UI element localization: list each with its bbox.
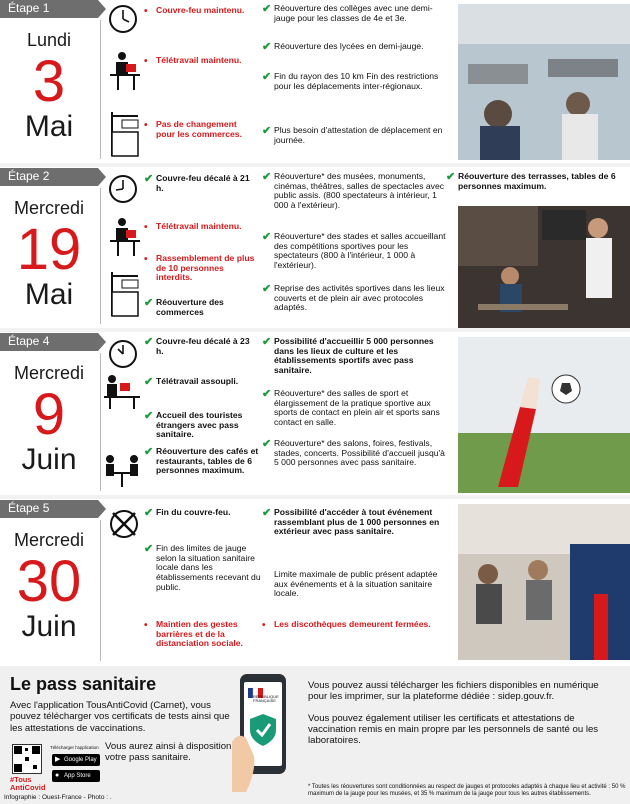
separator [0, 328, 630, 332]
football-photo [458, 337, 630, 493]
day-name: Mercredi [13, 198, 84, 218]
opening-item: ✔ Fin des limites de jauge selon la situation sanitaire locale dans les établissements recevant du public. [144, 543, 261, 592]
smartphone-illustration [232, 672, 294, 796]
step-tab: Étape 1 [0, 0, 98, 18]
separator [0, 163, 630, 167]
step-1 [0, 0, 630, 163]
opening-item: ✔ Réouverture* des salons, foires, festivals, stades, concerts. Possibilité d'accueil jusqu'à 5 000 personnes avec pass sanitaire. [262, 438, 445, 468]
day-number: 9 [32, 382, 66, 448]
qr-label: #Tous AntiCovid [10, 775, 46, 792]
opening-item: ✔ Réouverture des commerces [144, 297, 224, 317]
restriction-item: • Télétravail maintenu. [144, 55, 242, 67]
footnote: * Toutes les réouvertures sont conditionnées au respect de jauges et protocoles adaptés à chaque lieu et activité : 50 % maximum de la jauge pour les musées, et 35 % maximum de la jauge pour tous les autres établissements. [308, 784, 626, 798]
app-store-badge[interactable]: ● App Store [52, 770, 100, 782]
restriction-item: • Les discothèques demeurent fermées. [262, 619, 431, 631]
app-description: Avec l'application TousAntiCovid (Carnet), vous pouvez télécharger vos certificats de tests ainsi que les attestations de vaccinations. [10, 700, 230, 734]
divider [100, 188, 101, 324]
info-item: Limite maximale de public présent adaptée aux événements et à la situation sanitaire locale. [274, 569, 438, 599]
play-icon: ▶ [55, 756, 61, 763]
day-number: 19 [16, 217, 82, 283]
download-info: Vous pouvez aussi télécharger les fichiers disponibles en numérique pour les imprimer, sur la plateforme dédiée : sidep.gouv.fr. Vous pouvez également utiliser les certificats et attestations de vaccination remis en main propre par les personnels de santé ou les laboratoires. [308, 680, 599, 747]
opening-item: ✔ Plus besoin d'attestation de déplacement en journée. [262, 125, 443, 145]
day-number: 3 [32, 49, 66, 115]
classroom-photo [458, 4, 630, 160]
credit: Infographie : Ouest-France - Photo : . [4, 794, 112, 801]
download-label: Télécharger l'application [50, 745, 99, 750]
opening-item: ✔ Réouverture* des musées, monuments, cinémas, théâtres, salles de spectacles avec public assis. (800 spectateurs à intérieur, 1 000 à l'extérieur). [262, 171, 445, 210]
month: Juin [21, 610, 77, 644]
day-name: Mercredi [13, 363, 84, 383]
pass-note: Vous aurez ainsi à disposition votre pass sanitaire. [105, 741, 232, 764]
opening-item: ✔ Possibilité d'accéder à tout événement rassemblant plus de 1 000 personnes en extérieur avec pass sanitaire. [262, 507, 440, 537]
step-tab: Étape 4 [0, 333, 98, 351]
republique-label: RÉPUBLIQUE FRANÇAISE [253, 694, 279, 704]
step-2 [0, 168, 630, 328]
audience-photo [458, 504, 630, 660]
remote-work-icon [102, 373, 142, 411]
divider [100, 20, 101, 159]
month: Juin [21, 443, 77, 477]
clock-crossed-icon [108, 508, 140, 540]
opening-item: ✔ Fin du couvre-feu. [144, 507, 231, 519]
terrace-photo [458, 206, 630, 328]
opening-item: ✔ Réouverture des collèges avec une demi-jauge pour les classes de 4e et 3e. [262, 3, 433, 23]
google-play-badge[interactable]: ▶ Google Play [52, 754, 100, 766]
opening-item: ✔ Fin du rayon des 10 km Fin des restrictions pour les déplacements inter-régionaux. [262, 71, 439, 91]
qr-code [12, 744, 42, 774]
remote-work-icon [108, 216, 142, 258]
restriction-item: • Maintien des gestes barrières et de la distanciation sociale. [144, 619, 243, 649]
step-date [0, 190, 98, 311]
opening-item: ✔ Réouverture des terrasses, tables de 6 personnes maximum. [446, 171, 616, 191]
opening-item: ✔ Réouverture des lycées en demi-jauge. [262, 41, 424, 53]
remote-work-icon [108, 50, 142, 92]
step-date [0, 355, 98, 476]
restriction-item: • Couvre-feu maintenu. [144, 5, 245, 17]
restriction-item: • Pas de changement pour les commerces. [144, 119, 242, 139]
opening-item: ✔ Accueil des touristes étrangers avec pass sanitaire. [144, 410, 243, 440]
month: Mai [24, 278, 74, 312]
step-date [0, 522, 98, 643]
curfew-item: ✔ Couvre-feu décalé à 21 h. [144, 173, 250, 193]
opening-item: ✔ Reprise des activités sportives dans les lieux couverts et de plein air avec protocoles adaptés. [262, 283, 445, 313]
opening-item: ✔ Réouverture* des stades et salles accueillant des compétitions sportives pour les spectateurs (800 à l'intérieur, 1 000 à l'extérieur). [262, 231, 446, 270]
opening-item: ✔ Possibilité d'accueillir 5 000 personnes dans les lieux de culture et les établissements sportifs avec pass sanitaire. [262, 336, 434, 375]
restriction-item: • Rassemblement de plus de 10 personnes interdits. [144, 253, 255, 283]
pass-sanitaire-section [0, 666, 630, 804]
opening-item: ✔ Réouverture des cafés et restaurants, tables de 6 personnes maximum. [144, 446, 259, 476]
restaurant-icon [102, 451, 142, 489]
apple-icon: ● [55, 772, 60, 779]
section-title: Le pass sanitaire [10, 674, 157, 694]
divider [100, 353, 101, 491]
day-name: Mercredi [13, 530, 84, 550]
clock-icon [108, 4, 138, 34]
step-5 [0, 500, 630, 665]
step-tab: Étape 5 [0, 500, 98, 518]
step-tab: Étape 2 [0, 168, 98, 186]
day-name: Lundi [26, 30, 72, 50]
step-date [0, 22, 98, 143]
shop-sign-icon [108, 108, 142, 158]
separator [0, 495, 630, 499]
shop-sign-icon [108, 268, 142, 318]
month: Mai [24, 110, 74, 144]
divider [100, 520, 101, 661]
opening-item: ✔ Réouverture* des salles de sport et élargissement de la pratique sportive aux sports de contact en plein air et sports sans contact en salle. [262, 388, 440, 427]
clock-icon [108, 339, 138, 369]
step-4 [0, 333, 630, 495]
clock-icon [108, 174, 138, 204]
opening-item: ✔ Télétravail assoupli. [144, 376, 239, 388]
curfew-item: ✔ Couvre-feu décalé à 23 h. [144, 336, 250, 356]
qr-pattern-icon [13, 745, 41, 773]
restriction-item: • Télétravail maintenu. [144, 221, 242, 233]
day-number: 30 [16, 549, 82, 615]
